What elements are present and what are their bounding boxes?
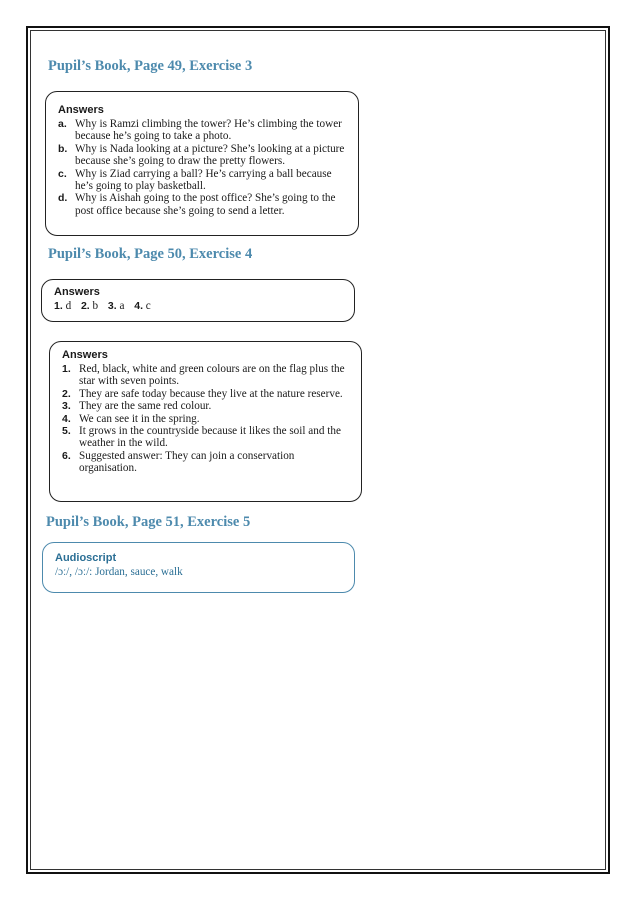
item-label: 5. bbox=[62, 425, 71, 438]
answers-title: Answers bbox=[58, 104, 104, 116]
item-text: It grows in the countryside because it likes the soil and the weather in the wild. bbox=[79, 425, 341, 450]
inline-answers bbox=[54, 300, 344, 312]
answer-number: 1. bbox=[54, 300, 63, 312]
answers-list bbox=[62, 363, 351, 475]
item-label: 6. bbox=[62, 449, 71, 462]
answer-number: 4. bbox=[134, 300, 143, 312]
item-label: d. bbox=[58, 192, 68, 205]
section-heading-page-50: Pupil’s Book, Page 50, Exercise 4 bbox=[48, 246, 253, 262]
section-heading-page-49: Pupil’s Book, Page 49, Exercise 3 bbox=[48, 58, 253, 74]
answer-number: 2. bbox=[80, 300, 90, 312]
answer-value: b bbox=[92, 300, 99, 312]
item-text: Suggested answer: They can join a conservation organisation. bbox=[79, 449, 295, 475]
item-label: 1. bbox=[62, 363, 71, 375]
list-item bbox=[62, 388, 351, 400]
answers-box-page-49 bbox=[45, 91, 359, 236]
item-label: c. bbox=[58, 167, 67, 180]
item-label: 4. bbox=[62, 412, 71, 425]
item-text: They are safe today because they live at the nature reserve. bbox=[79, 387, 343, 400]
item-label: b. bbox=[58, 142, 68, 155]
audioscript-text: /ɔː/, /ɔː/: Jordan, sauce, walk bbox=[55, 566, 183, 578]
answer-number: 3. bbox=[107, 300, 117, 312]
answers-title: Answers bbox=[62, 349, 108, 361]
answers-title: Answers bbox=[54, 286, 100, 298]
list-item bbox=[62, 400, 351, 412]
answers-box-page-50 bbox=[41, 279, 355, 322]
list-item bbox=[58, 192, 348, 217]
item-text: Why is Ramzi climbing the tower? He’s climbing the tower because he’s going to take a photo. bbox=[75, 118, 342, 143]
list-item bbox=[58, 118, 348, 143]
list-item bbox=[62, 363, 351, 388]
section-heading-page-51: Pupil’s Book, Page 51, Exercise 5 bbox=[46, 514, 251, 530]
item-label: a. bbox=[58, 118, 67, 130]
item-text: They are the same red colour. bbox=[79, 400, 212, 413]
item-text: Why is Ziad carrying a ball? He’s carrying a ball because he’s going to play basketball. bbox=[75, 167, 332, 193]
answers-box-comprehension bbox=[49, 341, 362, 502]
list-item bbox=[58, 143, 348, 168]
item-text: Why is Nada looking at a picture? She’s looking at a picture because she’s going to draw the pretty flowers. bbox=[75, 142, 345, 168]
answer-value: d bbox=[65, 300, 72, 312]
list-item bbox=[62, 450, 351, 475]
item-text: Why is Aishah going to the post office? She’s going to the post office because she’s going to send a letter. bbox=[75, 192, 336, 217]
answer-value: c bbox=[145, 300, 151, 312]
answers-list bbox=[58, 118, 348, 217]
item-text: Red, black, white and green colours are on the flag plus the star with seven points. bbox=[79, 363, 345, 388]
audioscript-box bbox=[42, 542, 355, 593]
item-text: We can see it in the spring. bbox=[79, 412, 200, 425]
answer-value: a bbox=[119, 300, 125, 312]
list-item bbox=[58, 168, 348, 193]
item-label: 3. bbox=[62, 400, 71, 413]
audioscript-title: Audioscript bbox=[55, 552, 117, 564]
item-label: 2. bbox=[62, 387, 71, 400]
list-item bbox=[62, 425, 351, 450]
list-item bbox=[62, 413, 351, 425]
